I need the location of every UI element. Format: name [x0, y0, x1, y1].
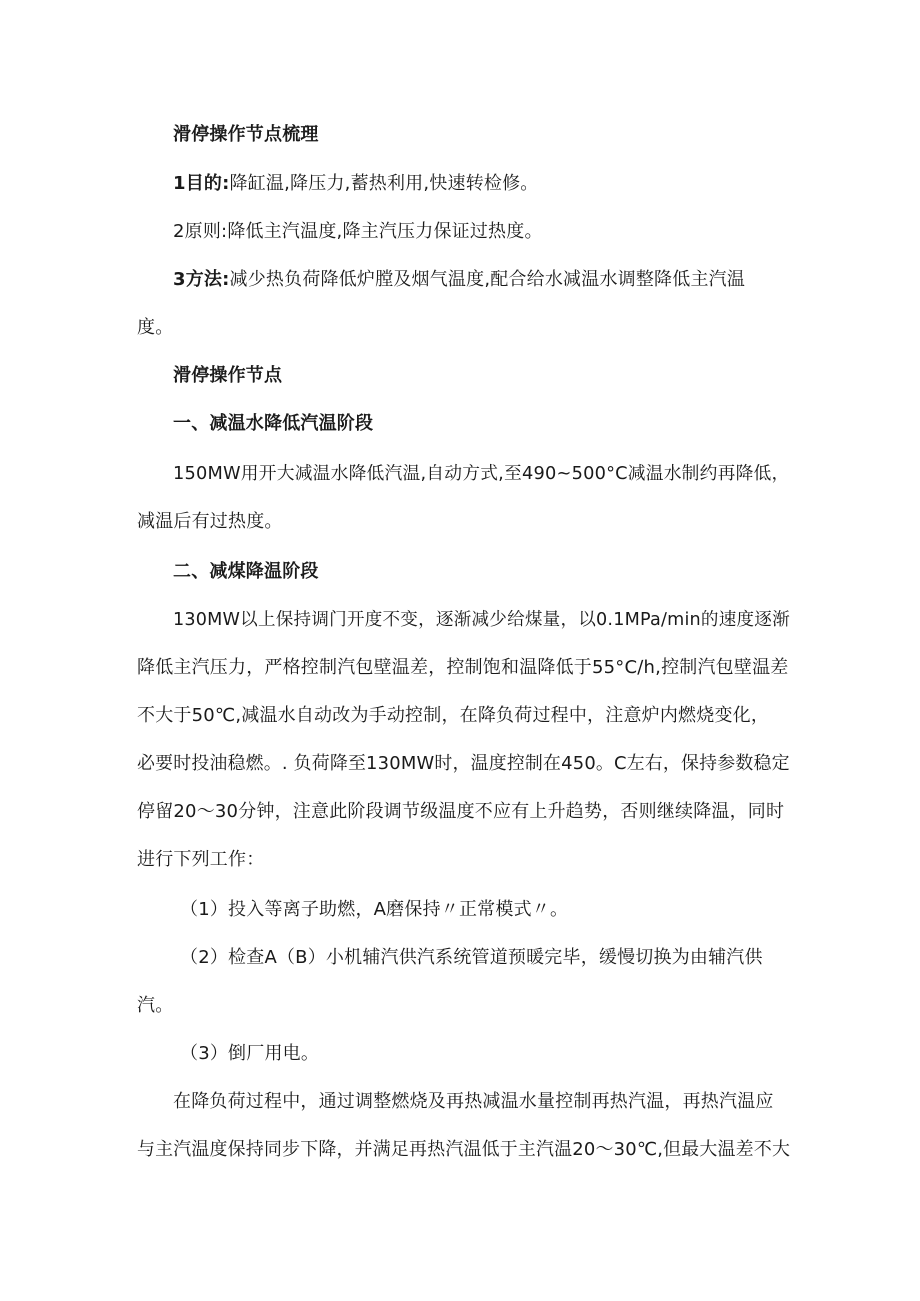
- stage1-line: 150MW用开大减温水降低汽温,自动方式,至490~500°C减温水制约再降低，: [173, 464, 790, 484]
- stage2-line: 必要时投油稳燃。. 负荷降至130MW时，温度控制在450。C左右，保持参数稳定: [137, 753, 790, 774]
- principle-line: [173, 220, 543, 244]
- stage1-title: 一、减温水降低汽温阶段: [173, 413, 374, 434]
- stage2-line: 进行下列工作：: [137, 849, 265, 870]
- purpose-text: 降缸温,降压力,蓄热利用,快速转检修。: [229, 173, 539, 194]
- stage2-line: 130MW以上保持调门开度不变，逐渐减少给煤量，以0.1MPa∕min的速度逐渐: [173, 610, 790, 630]
- principle-label: 2原则:: [173, 221, 228, 242]
- method-line: [173, 268, 745, 292]
- purpose-label: 1目的:: [173, 173, 230, 194]
- stage1-line: 减温后有过热度。: [137, 511, 283, 532]
- list-item-3: （3）倒厂用电。: [180, 1043, 320, 1064]
- stage2-line: 停留20～30分钟，注意此阶段调节级温度不应有上升趋势，否则继续降温，同时: [137, 801, 785, 822]
- paragraph-line: 在降负荷过程中，通过调整燃烧及再热减温水量控制再热汽温，再热汽温应: [173, 1091, 774, 1112]
- method-label: 3方法:: [173, 269, 230, 290]
- list-item-2: （2）检查A（B）小机辅汽供汽系统管道预暖完毕，缓慢切换为由辅汽供: [180, 947, 763, 968]
- method-text-cont: 度。: [137, 317, 174, 338]
- principle-text: 降低主汽温度,降主汽压力保证过热度。: [227, 221, 543, 242]
- method-text: 减少热负荷降低炉膛及烟气温度,配合给水减温水调整降低主汽温: [229, 269, 746, 290]
- stage2-title: 二、减煤降温阶段: [173, 561, 319, 582]
- doc-title: 滑停操作节点梳理: [173, 124, 319, 145]
- paragraph-line: 与主汽温度保持同步下降，并满足再热汽温低于主汽温20～30℃,但最大温差不大: [137, 1139, 791, 1160]
- stage2-line: 降低主汽压力，严格控制汽包壁温差，控制饱和温降低于55°C∕h,控制汽包壁温差: [137, 657, 789, 678]
- stage2-line: 不大于50℃,减温水自动改为手动控制，在降负荷过程中，注意炉内燃烧变化，: [137, 705, 770, 726]
- purpose-line: [173, 172, 539, 196]
- list-item-2-cont: 汽。: [137, 995, 174, 1016]
- section-title: 滑停操作节点: [173, 365, 283, 386]
- list-item-1: （1）投入等离子助燃，A磨保持〃正常模式〃。: [180, 899, 569, 920]
